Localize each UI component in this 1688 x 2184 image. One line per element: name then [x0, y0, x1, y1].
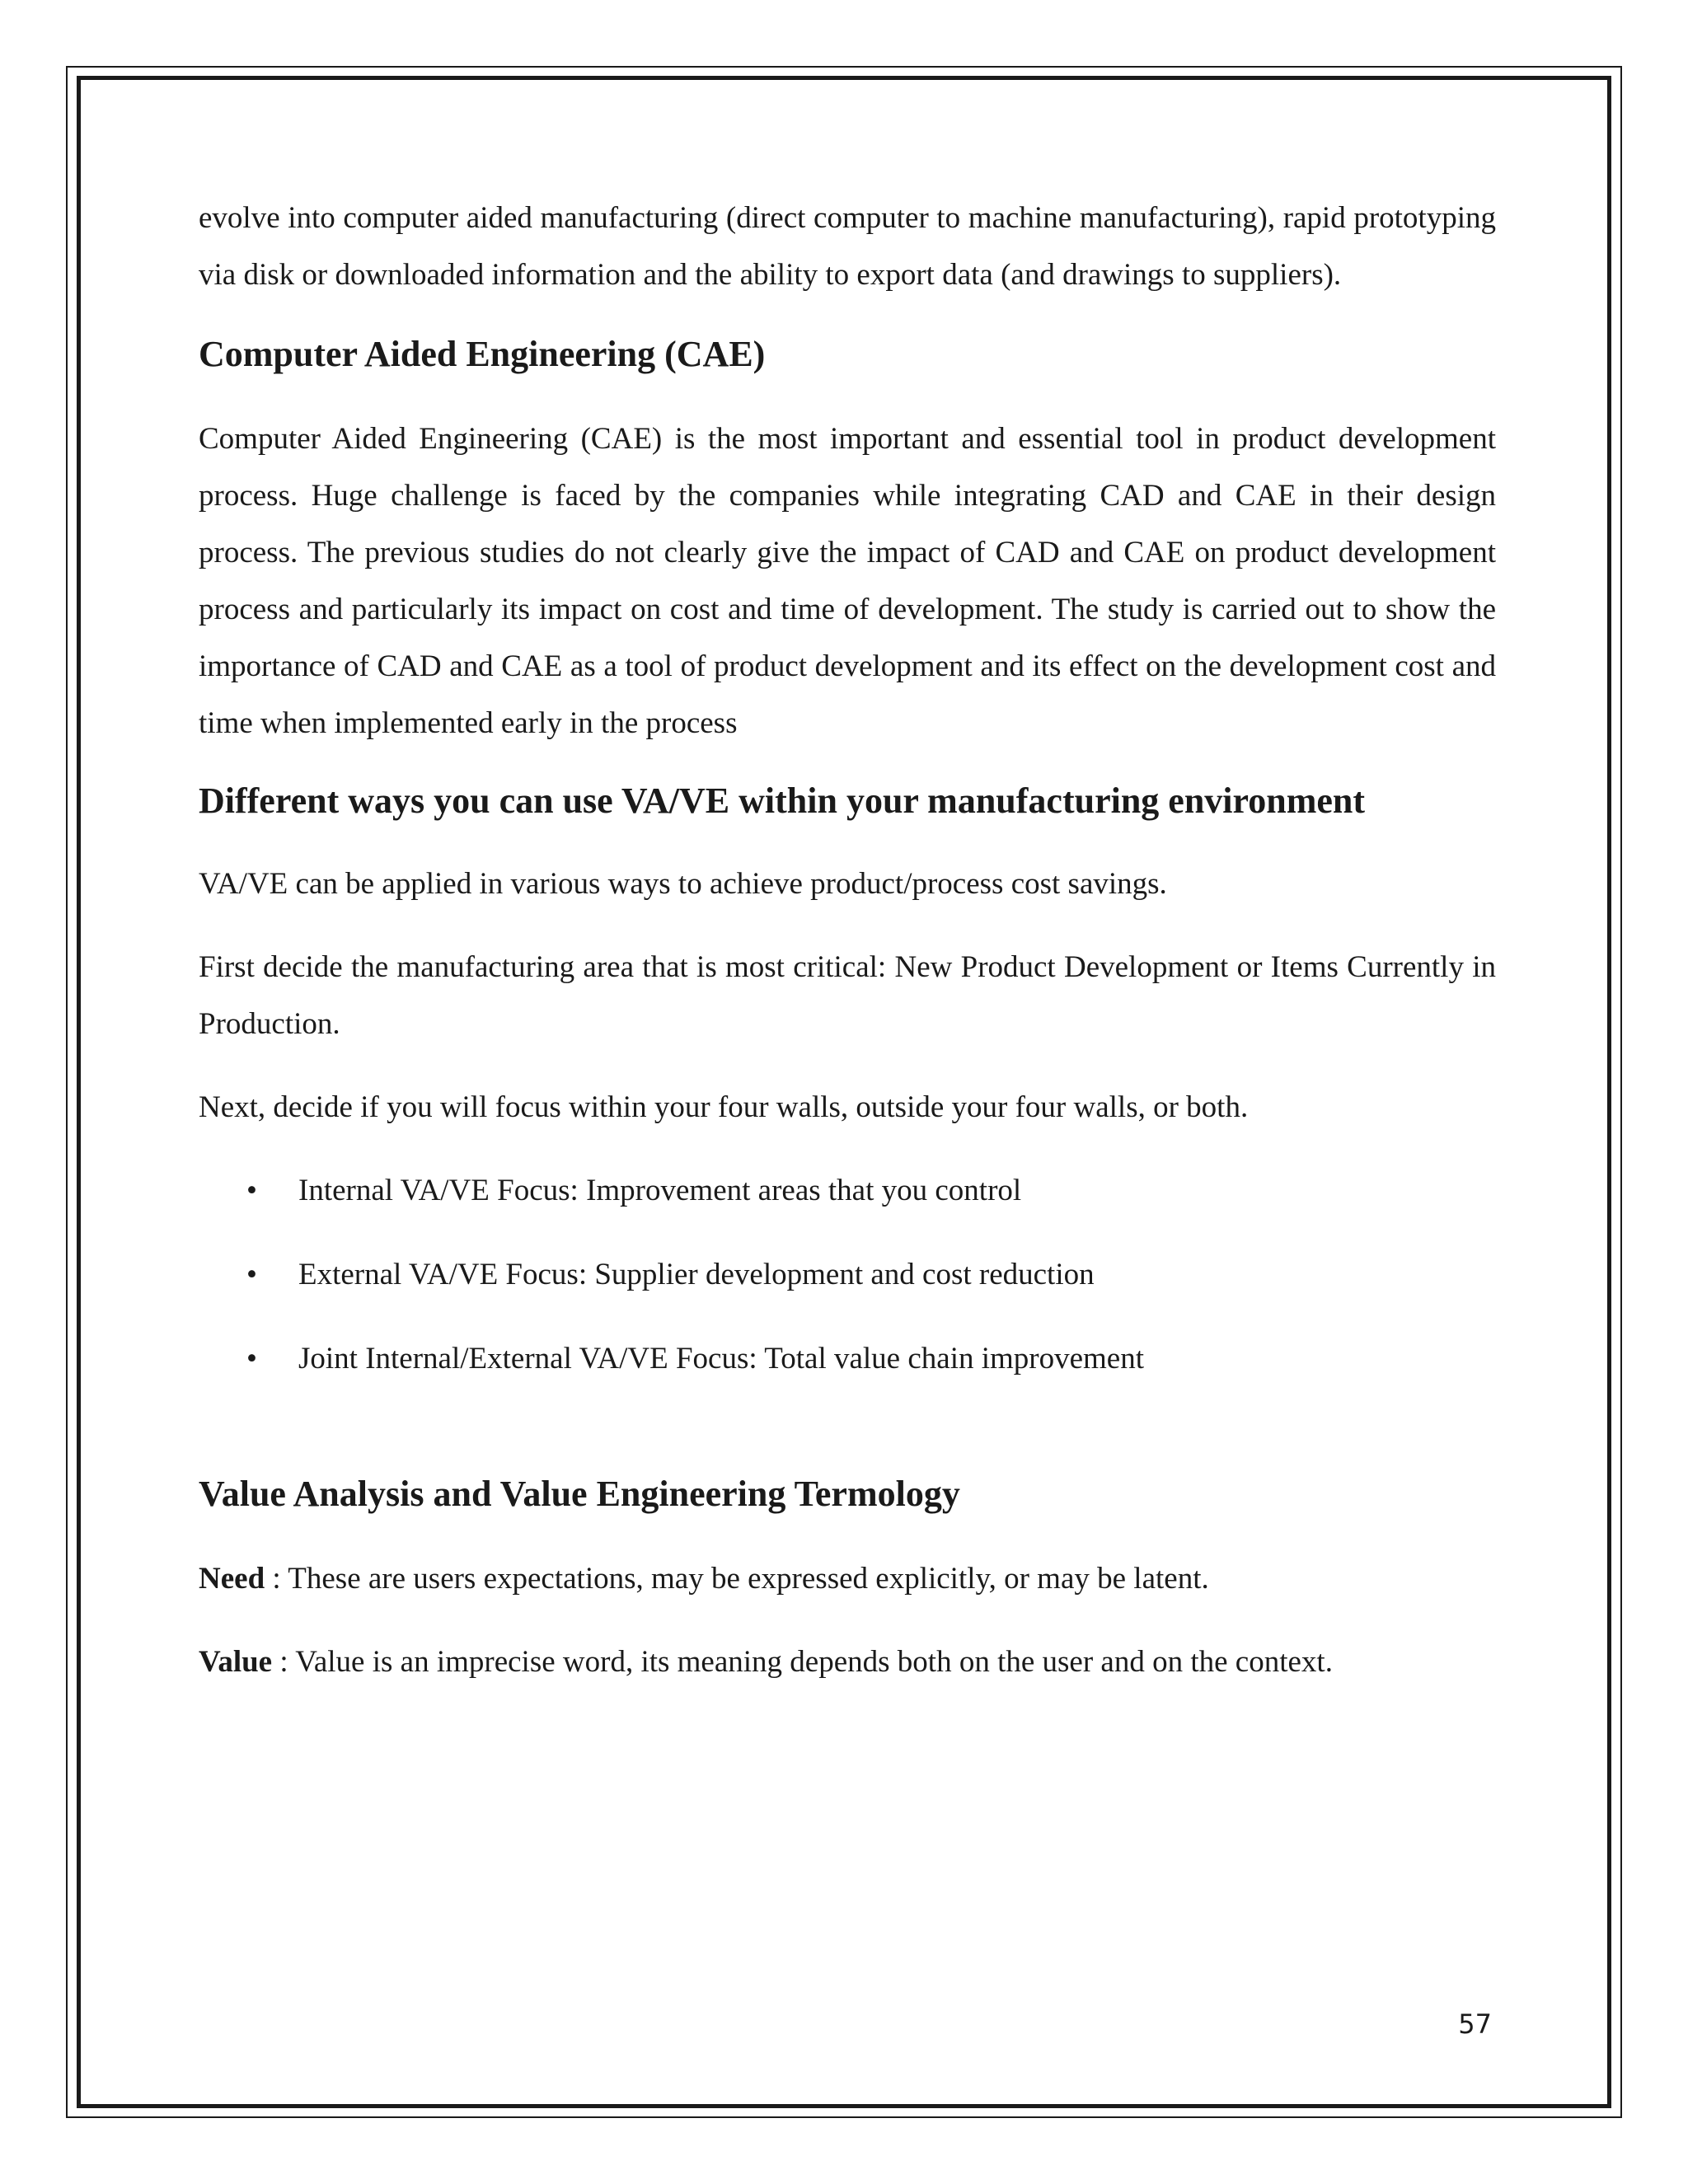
heading-terminology: Value Analysis and Value Engineering Termology	[199, 1474, 960, 1514]
heading-vave-ways: Different ways you can use VA/VE within your manufacturing environment	[199, 780, 1366, 821]
term-value-label: Value	[199, 1645, 273, 1679]
term-value	[199, 1633, 1496, 1690]
heading-cae: Computer Aided Engineering (CAE)	[199, 334, 766, 374]
bullet-icon: •	[246, 1342, 257, 1376]
list-item-text: Internal VA/VE Focus: Improvement areas that you control	[298, 1174, 1022, 1207]
list-item-text: External VA/VE Focus: Supplier development and cost reduction	[298, 1258, 1095, 1291]
bullet-icon: •	[246, 1174, 257, 1207]
term-need	[199, 1550, 1496, 1607]
cae-paragraph: Computer Aided Engineering (CAE) is the most important and essential tool in product development process. Huge challenge is faced by the companies while integrating CAD and CAE in their design process. The previous studies do not clearly give the impact of CAD and CAE on product development process and particularly its impact on cost and time of development. The study is carried out to show the importance of CAD and CAE as a tool of product development and its effect on the development cost and time when implemented early in the process	[199, 422, 1496, 740]
term-value-separator: :	[272, 1645, 296, 1679]
bullet-icon: •	[246, 1258, 257, 1291]
list-item	[199, 1162, 1496, 1219]
term-value-definition: Value is an imprecise word, its meaning depends both on the user and on the context.	[295, 1645, 1333, 1679]
list-item-text: Joint Internal/External VA/VE Focus: Total value chain improvement	[298, 1342, 1145, 1376]
page-number: 57	[1458, 2008, 1492, 2040]
vave-applied-paragraph: VA/VE can be applied in various ways to achieve product/process cost savings.	[199, 867, 1167, 901]
list-item	[199, 1330, 1496, 1387]
term-need-definition: These are users expectations, may be expressed explicitly, or may be latent.	[288, 1562, 1209, 1596]
list-item	[199, 1246, 1496, 1303]
term-need-separator: :	[265, 1562, 288, 1596]
page-content	[199, 190, 1496, 1690]
first-decide-paragraph: First decide the manufacturing area that is most critical: New Product Development or Items Currently in Production.	[199, 950, 1496, 1041]
intro-paragraph: evolve into computer aided manufacturing (direct computer to machine manufacturing), rapid prototyping via disk or downloaded information and the ability to export data (and drawings to suppliers).	[199, 201, 1496, 292]
next-decide-paragraph: Next, decide if you will focus within your four walls, outside your four walls, or both.	[199, 1090, 1249, 1124]
term-need-label: Need	[199, 1562, 265, 1596]
focus-list	[199, 1162, 1496, 1387]
